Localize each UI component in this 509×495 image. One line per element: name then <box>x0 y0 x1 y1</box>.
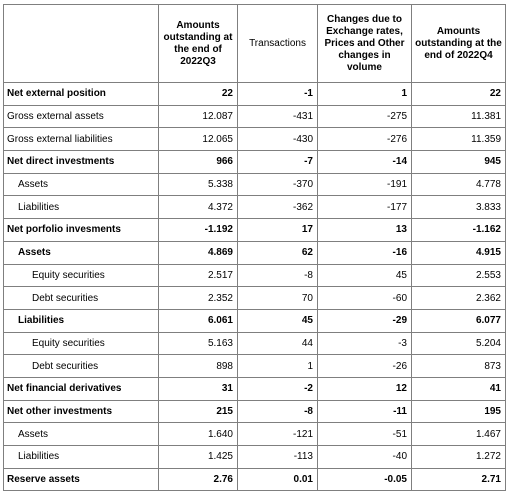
table-row <box>4 128 506 151</box>
row-label: Assets <box>4 241 159 264</box>
value-2022q4-cell: -1.162 <box>412 219 506 242</box>
value-2022q3-cell: 31 <box>159 377 238 400</box>
value-2022q4-cell: 1.467 <box>412 423 506 446</box>
table-row <box>4 446 506 469</box>
value-transactions-cell: -113 <box>238 446 318 469</box>
value-transactions-cell: 0.01 <box>238 468 318 491</box>
value-2022q4-cell: 873 <box>412 355 506 378</box>
row-label: Gross external assets <box>4 105 159 128</box>
table-row <box>4 219 506 242</box>
value-2022q3-cell: 22 <box>159 83 238 106</box>
value-2022q3-cell: 966 <box>159 151 238 174</box>
row-label: Equity securities <box>4 264 159 287</box>
table-row <box>4 332 506 355</box>
value-2022q4-cell: 11.381 <box>412 105 506 128</box>
row-label: Reserve assets <box>4 468 159 491</box>
value-transactions-cell: -8 <box>238 264 318 287</box>
table-row <box>4 400 506 423</box>
value-2022q3-cell: 6.061 <box>159 309 238 332</box>
row-label: Liabilities <box>4 446 159 469</box>
value-other-changes-cell: -3 <box>318 332 412 355</box>
row-label: Debt securities <box>4 287 159 310</box>
table-row <box>4 468 506 491</box>
row-label: Debt securities <box>4 355 159 378</box>
row-label: Net direct investments <box>4 151 159 174</box>
value-other-changes-cell: -276 <box>318 128 412 151</box>
value-2022q4-cell: 11.359 <box>412 128 506 151</box>
value-2022q3-cell: 898 <box>159 355 238 378</box>
value-2022q4-cell: 2.553 <box>412 264 506 287</box>
value-2022q3-cell: 4.372 <box>159 196 238 219</box>
value-2022q4-cell: 41 <box>412 377 506 400</box>
value-2022q3-cell: 5.163 <box>159 332 238 355</box>
value-transactions-cell: -8 <box>238 400 318 423</box>
value-2022q4-cell: 2.362 <box>412 287 506 310</box>
row-label: Liabilities <box>4 196 159 219</box>
value-2022q4-cell: 22 <box>412 83 506 106</box>
header-transactions: Transactions <box>238 5 318 83</box>
value-other-changes-cell: 1 <box>318 83 412 106</box>
table-row <box>4 173 506 196</box>
row-label: Liabilities <box>4 309 159 332</box>
value-transactions-cell: -121 <box>238 423 318 446</box>
value-transactions-cell: 45 <box>238 309 318 332</box>
table-row <box>4 151 506 174</box>
value-transactions-cell: -370 <box>238 173 318 196</box>
row-label: Net other investments <box>4 400 159 423</box>
value-other-changes-cell: -14 <box>318 151 412 174</box>
table-row <box>4 309 506 332</box>
value-2022q3-cell: 1.640 <box>159 423 238 446</box>
table-row <box>4 105 506 128</box>
value-transactions-cell: -1 <box>238 83 318 106</box>
value-2022q4-cell: 4.778 <box>412 173 506 196</box>
table-row <box>4 264 506 287</box>
value-other-changes-cell: 45 <box>318 264 412 287</box>
value-2022q3-cell: 2.517 <box>159 264 238 287</box>
table-row <box>4 83 506 106</box>
table-row <box>4 241 506 264</box>
value-transactions-cell: -362 <box>238 196 318 219</box>
value-transactions-cell: 44 <box>238 332 318 355</box>
value-2022q4-cell: 5.204 <box>412 332 506 355</box>
value-transactions-cell: 70 <box>238 287 318 310</box>
row-label: Net financial derivatives <box>4 377 159 400</box>
row-label: Gross external liabilities <box>4 128 159 151</box>
value-2022q4-cell: 3.833 <box>412 196 506 219</box>
value-transactions-cell: 62 <box>238 241 318 264</box>
value-2022q4-cell: 945 <box>412 151 506 174</box>
value-other-changes-cell: -26 <box>318 355 412 378</box>
value-2022q4-cell: 1.272 <box>412 446 506 469</box>
value-other-changes-cell: -29 <box>318 309 412 332</box>
value-2022q4-cell: 195 <box>412 400 506 423</box>
value-2022q3-cell: 2.76 <box>159 468 238 491</box>
row-label: Assets <box>4 173 159 196</box>
value-other-changes-cell: 13 <box>318 219 412 242</box>
value-other-changes-cell: -0.05 <box>318 468 412 491</box>
header-label-column <box>4 5 159 83</box>
value-other-changes-cell: -16 <box>318 241 412 264</box>
header-amounts-2022q4: Amounts outstanding at the end of 2022Q4 <box>412 5 506 83</box>
value-2022q3-cell: 215 <box>159 400 238 423</box>
value-other-changes-cell: -191 <box>318 173 412 196</box>
table-row <box>4 287 506 310</box>
external-position-table <box>3 4 506 491</box>
value-transactions-cell: -2 <box>238 377 318 400</box>
value-2022q3-cell: 5.338 <box>159 173 238 196</box>
value-other-changes-cell: -60 <box>318 287 412 310</box>
table-row <box>4 196 506 219</box>
value-2022q3-cell: 2.352 <box>159 287 238 310</box>
value-2022q4-cell: 2.71 <box>412 468 506 491</box>
value-transactions-cell: -431 <box>238 105 318 128</box>
header-amounts-2022q3: Amounts outstanding at the end of 2022Q3 <box>159 5 238 83</box>
value-transactions-cell: 17 <box>238 219 318 242</box>
table-row <box>4 377 506 400</box>
row-label: Equity securities <box>4 332 159 355</box>
table-row <box>4 423 506 446</box>
row-label: Net external position <box>4 83 159 106</box>
value-2022q3-cell: 12.087 <box>159 105 238 128</box>
header-other-changes: Changes due to Exchange rates, Prices and Other changes in volume <box>318 5 412 83</box>
header-row <box>4 5 506 83</box>
value-2022q4-cell: 4.915 <box>412 241 506 264</box>
value-transactions-cell: 1 <box>238 355 318 378</box>
value-2022q4-cell: 6.077 <box>412 309 506 332</box>
value-transactions-cell: -430 <box>238 128 318 151</box>
value-2022q3-cell: 1.425 <box>159 446 238 469</box>
value-other-changes-cell: -51 <box>318 423 412 446</box>
table-row <box>4 355 506 378</box>
value-2022q3-cell: 12.065 <box>159 128 238 151</box>
value-other-changes-cell: 12 <box>318 377 412 400</box>
value-other-changes-cell: -11 <box>318 400 412 423</box>
row-label: Assets <box>4 423 159 446</box>
value-other-changes-cell: -275 <box>318 105 412 128</box>
value-other-changes-cell: -40 <box>318 446 412 469</box>
value-2022q3-cell: 4.869 <box>159 241 238 264</box>
value-2022q3-cell: -1.192 <box>159 219 238 242</box>
value-other-changes-cell: -177 <box>318 196 412 219</box>
value-transactions-cell: -7 <box>238 151 318 174</box>
row-label: Net porfolio invesments <box>4 219 159 242</box>
